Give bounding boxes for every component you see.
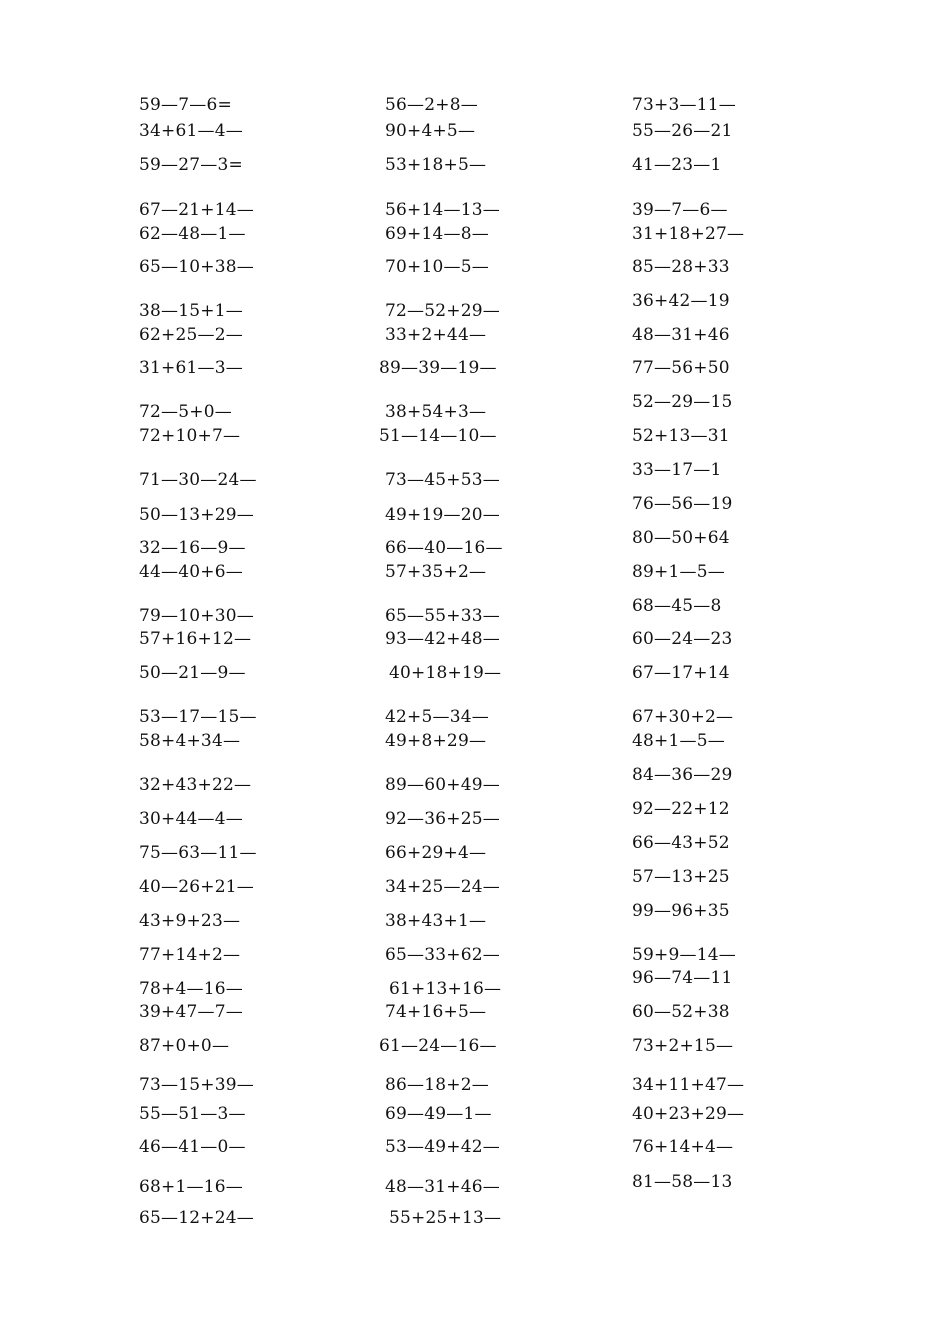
math-problem: 57—13+25 [632, 867, 730, 887]
math-problem: 33—17—1 [632, 460, 722, 480]
math-problem: 31+61—3— [139, 358, 243, 378]
math-problem: 92—22+12 [632, 799, 730, 819]
math-problem: 30+44—4— [139, 809, 243, 829]
math-problem: 79—10+30— [139, 606, 254, 626]
math-problem: 52—29—15 [632, 392, 733, 412]
math-problem: 53+18+5— [385, 155, 487, 175]
math-problem: 50—21—9— [139, 663, 246, 683]
math-problem: 36+42—19 [632, 291, 730, 311]
math-problem: 75—63—11— [139, 843, 257, 863]
math-problem: 31+18+27— [632, 224, 745, 244]
math-problem: 89—60+49— [385, 775, 500, 795]
math-problem: 73+2+15— [632, 1036, 734, 1056]
math-problem: 66—43+52 [632, 833, 730, 853]
math-problem: 68+1—16— [139, 1177, 243, 1197]
math-problem: 67—21+14— [139, 200, 254, 220]
math-problem: 65—55+33— [385, 606, 500, 626]
math-problem: 57+35+2— [385, 562, 487, 582]
math-problem: 74+16+5— [385, 1002, 487, 1022]
math-problem: 73+3—11— [632, 95, 736, 115]
math-problem: 49+19—20— [385, 505, 500, 525]
math-problem: 69+14—8— [385, 224, 489, 244]
math-problem: 52+13—31 [632, 426, 730, 446]
math-problem: 59+9—14— [632, 945, 736, 965]
math-problem: 40—26+21— [139, 877, 254, 897]
math-problem: 34+25—24— [385, 877, 500, 897]
math-problem: 34+61—4— [139, 121, 243, 141]
math-problem: 48—31+46 [632, 325, 730, 345]
math-problem: 77+14+2— [139, 945, 241, 965]
math-problem: 59—7—6= [139, 95, 232, 115]
math-problem: 43+9+23— [139, 911, 241, 931]
math-problem: 69—49—1— [385, 1104, 492, 1124]
math-problem: 84—36—29 [632, 765, 733, 785]
math-problem: 55—26—21 [632, 121, 733, 141]
math-problem: 62—48—1— [139, 224, 246, 244]
math-problem: 40+18+19— [389, 663, 502, 683]
math-problem: 41—23—1 [632, 155, 722, 175]
math-problem: 60—52+38 [632, 1002, 730, 1022]
math-problem: 66+29+4— [385, 843, 487, 863]
math-problem: 53—49+42— [385, 1137, 500, 1157]
math-problem: 65—12+24— [139, 1208, 254, 1228]
math-problem: 38+43+1— [385, 911, 487, 931]
math-problem: 48—31+46— [385, 1177, 500, 1197]
math-problem: 96—74—11 [632, 968, 733, 988]
math-problem: 48+1—5— [632, 731, 725, 751]
math-problem: 76+14+4— [632, 1137, 734, 1157]
math-problem: 57+16+12— [139, 629, 252, 649]
math-problem: 61+13+16— [389, 979, 502, 999]
math-problem: 34+11+47— [632, 1075, 745, 1095]
math-problem: 89—39—19— [379, 358, 497, 378]
math-problem: 58+4+34— [139, 731, 241, 751]
math-problem: 65—33+62— [385, 945, 500, 965]
math-problem: 89+1—5— [632, 562, 725, 582]
math-problem: 33+2+44— [385, 325, 487, 345]
math-problem: 59—27—3= [139, 155, 243, 175]
math-problem: 56—2+8— [385, 95, 478, 115]
math-problem: 38+54+3— [385, 402, 487, 422]
math-problem: 65—10+38— [139, 257, 254, 277]
math-problem: 72—52+29— [385, 301, 500, 321]
math-problem: 49+8+29— [385, 731, 487, 751]
math-problem: 72+10+7— [139, 426, 241, 446]
math-problem: 80—50+64 [632, 528, 730, 548]
math-problem: 81—58—13 [632, 1172, 733, 1192]
math-problem: 77—56+50 [632, 358, 730, 378]
math-problem: 62+25—2— [139, 325, 243, 345]
math-problem: 40+23+29— [632, 1104, 745, 1124]
math-problem: 71—30—24— [139, 470, 257, 490]
math-problem: 67—17+14 [632, 663, 730, 683]
math-problem: 61—24—16— [379, 1036, 497, 1056]
math-problem: 73—15+39— [139, 1075, 254, 1095]
math-problem: 38—15+1— [139, 301, 243, 321]
math-problem: 99—96+35 [632, 901, 730, 921]
math-problem: 56+14—13— [385, 200, 500, 220]
math-problem: 70+10—5— [385, 257, 489, 277]
math-problem: 72—5+0— [139, 402, 232, 422]
math-problem: 55—51—3— [139, 1104, 246, 1124]
math-problem: 87+0+0— [139, 1036, 230, 1056]
math-problem: 50—13+29— [139, 505, 254, 525]
math-problem: 92—36+25— [385, 809, 500, 829]
math-problem: 67+30+2— [632, 707, 734, 727]
math-problem: 78+4—16— [139, 979, 243, 999]
math-problem: 51—14—10— [379, 426, 497, 446]
math-problem: 53—17—15— [139, 707, 257, 727]
math-problem: 90+4+5— [385, 121, 476, 141]
math-problem: 44—40+6— [139, 562, 243, 582]
math-problem: 55+25+13— [389, 1208, 502, 1228]
math-problem: 46—41—0— [139, 1137, 246, 1157]
math-problem: 66—40—16— [385, 538, 503, 558]
math-problem: 42+5—34— [385, 707, 489, 727]
math-problem: 39+47—7— [139, 1002, 243, 1022]
math-problem: 73—45+53— [385, 470, 500, 490]
math-problem: 76—56—19 [632, 494, 733, 514]
math-problem: 93—42+48— [385, 629, 500, 649]
math-problem: 85—28+33 [632, 257, 730, 277]
math-problem: 39—7—6— [632, 200, 728, 220]
math-problem: 86—18+2— [385, 1075, 489, 1095]
math-problem: 32—16—9— [139, 538, 246, 558]
math-problem: 60—24—23 [632, 629, 733, 649]
math-problem: 32+43+22— [139, 775, 252, 795]
math-problem: 68—45—8 [632, 596, 722, 616]
